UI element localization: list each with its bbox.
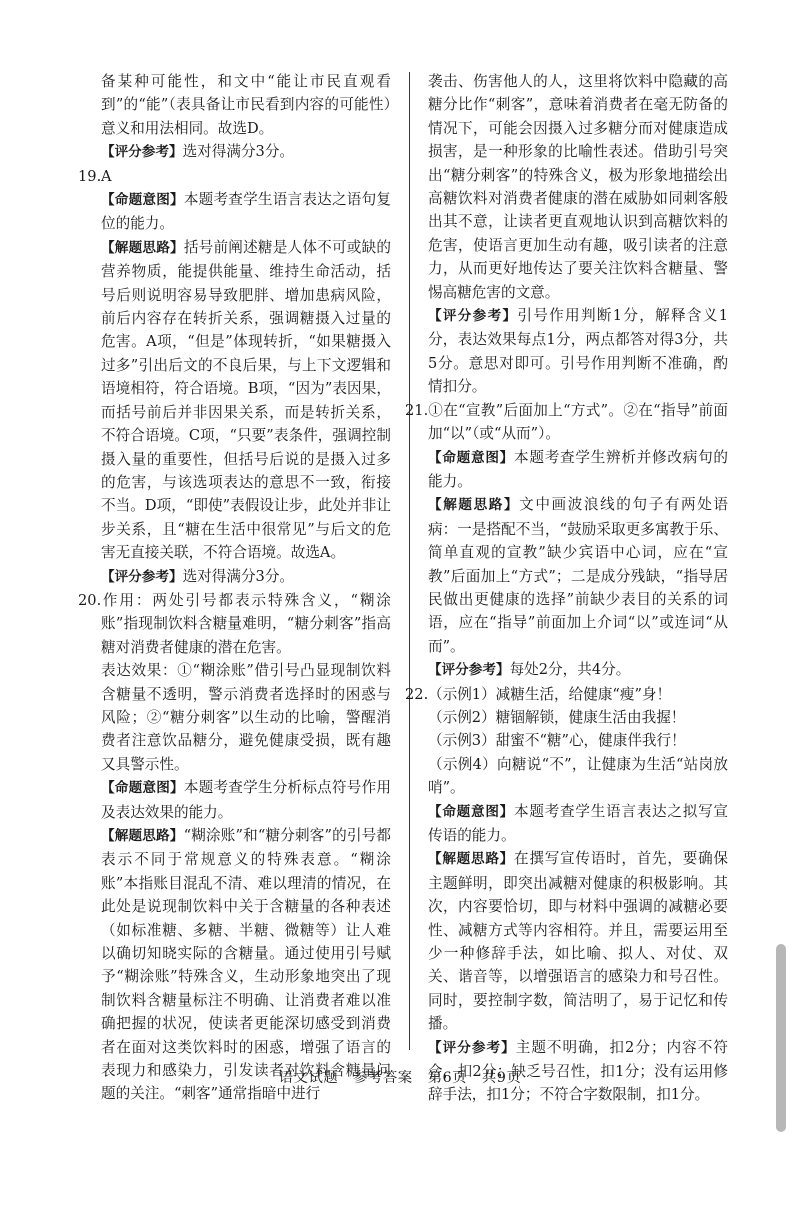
paragraph-text: 本题考查学生辨析并修改病句的能力。 [428, 448, 728, 490]
question-answer [405, 399, 728, 446]
question-number: 22. [405, 685, 429, 703]
left-column [78, 70, 392, 1106]
paragraph-text: “糊涂账”和“糖分刺客”的引号都表示不同于常规意义的特殊表意。“糊涂账”本指账目混乱不清、难以理清的情况，在此处是说现制饮料中关于含糖量的各种表述（如标准糖、多糖、半糖、微糖等）让人难以确切知晓实际的含糖量。通过使用引号赋予“糊涂账”特殊含义，生动形象地突出了现制饮料含糖量标注不明确、让消费者难以准确把握的状况，使读者更能深切感受到消费者在面对这类饮料时的困惑，增强了语言的表现力和感染力，引发读者对饮料含糖量问题的关注。“刺客”通常指暗中进行 [101, 827, 391, 1103]
paragraph-text: 每处2分，共4分。 [509, 661, 631, 679]
section-tag: 【解题思路】 [428, 851, 515, 868]
column-divider [409, 72, 410, 1050]
paragraph-text: （示例2）糖锢解锁，健康生活由我握！ [428, 708, 686, 726]
section-tag: 【命题意图】 [428, 803, 515, 820]
section-tag: 【评分参考】 [101, 144, 183, 161]
scrollbar-thumb[interactable] [776, 944, 786, 1132]
section-tag: 【解题思路】 [101, 239, 184, 256]
answer-text: 作用：两处引号都表示特殊含义，“糊涂账”指现制饮料含糖量难明，“糖分刺客”指高糖对消费者健康的潜在危害。 [101, 591, 391, 656]
answer-text: （示例1）减糖生活，给健康“瘦”身！ [428, 685, 672, 703]
section-tag: 【命题意图】 [101, 780, 184, 797]
section-tag: 【命题意图】 [428, 449, 515, 466]
paragraph-text: 备某种可能性，和文中“能让市民直观看到”的“能”（表具备让市民看到内容的可能性）意义和用法相同。故选D。 [101, 73, 391, 137]
answer-paragraph [101, 776, 391, 824]
answer-paragraph [101, 140, 391, 164]
page-footer: 语文试题 参考答案 第6页 共9页 [278, 1070, 522, 1086]
answer-paragraph [428, 304, 728, 399]
question-number: 19. [78, 167, 102, 185]
answer-text: ①在“宣教”后面加上“方式”。②在“指导”前面加“以”（或“从而”）。 [428, 401, 728, 443]
right-column [405, 70, 728, 1107]
paragraph-text: 引号作用判断1分，解释含义1分，表达效果每点1分，两点都答对得3分，共5分。意思对即可。引号作用判断不准确，酌情扣分。 [428, 307, 728, 396]
answer-paragraph [101, 236, 391, 565]
paragraph-text: 袭击、伤害他人的人，这里将饮料中隐藏的高糖分比作“刺客”，意味着消费者在毫无防备的情况下，可能会因摄入过多糖分而对健康造成损害，是一种形象的比喻性表述。借助引号突出“糖分刺客”的特殊含义，极为形象地描绘出高糖饮料对消费者健康的潜在威胁如同刺客般出其不意，让读者更直观地认识到高糖饮料的危害，使语言更加生动有趣，吸引读者的注意力，从而更好地传达了要关注饮料含糖量、警惕高糖危害的文意。 [428, 73, 728, 301]
section-tag: 【解题思路】 [428, 497, 520, 514]
paragraph-text: 文中画波浪线的句子有两处语病：一是搭配不当，“鼓励采取更多寓教于乐、简单直观的宣教”缺少宾语中心词，应在“宣教”后面加上“方式”；二是成分残缺，“指导居民做出更健康的选择”前缺少表目的关系的词语，应在“指导”前面加上介词“以”或连词“从而”。 [428, 496, 728, 655]
section-tag: 【评分参考】 [428, 1039, 516, 1056]
section-tag: 【评分参考】 [101, 568, 183, 585]
answer-paragraph [101, 188, 391, 236]
section-tag: 【评分参考】 [428, 308, 518, 325]
paragraph-text: 在撰写宣传语时，首先，要确保主题鲜明，即突出减糖对健康的积极影响。其次，内容要恰切，即与材料中强调的减糖必要性、减糖方式等内容相符。并且，需要运用至少一种修辞手法，如比喻、拟人、对仗、双关、谐音等，以增强语言的感染力和号召性。同时，要控制字数，简洁明了，易于记忆和传播。 [428, 850, 728, 1033]
paragraph-text: 主题不明确，扣2分；内容不符合，扣2分；缺乏号召性，扣1分；没有运用修辞手法，扣1分；不符合字数限制，扣1分。 [428, 1038, 728, 1104]
answer-paragraph [428, 493, 728, 658]
section-tag: 【评分参考】 [428, 662, 510, 679]
paragraph-text: 本题考查学生分析标点符号作用及表达效果的能力。 [101, 779, 392, 821]
paragraph-text: 本题考查学生语言表达之语句复位的能力。 [101, 191, 392, 233]
question-number: 20. [78, 591, 102, 609]
paragraph-text: （示例4）向糖说“不”，让健康为生活“站岗放哨”。 [428, 755, 728, 797]
paragraph-text: 选对得满分3分。 [182, 143, 295, 161]
answer-paragraph [428, 658, 728, 682]
question-answer [405, 683, 728, 706]
answer-paragraph [428, 847, 728, 1035]
question-number: 21. [405, 401, 429, 419]
question-answer [78, 165, 391, 188]
answer-paragraph [428, 800, 728, 848]
answer-text: A [101, 167, 112, 185]
answer-paragraph [428, 446, 728, 494]
section-tag: 【解题思路】 [101, 828, 184, 844]
paragraph-text: 表达效果：①“糊涂账”借引号凸显现制饮料含糖量不透明，警示消费者选择时的困惑与风险；②“糖分刺客”以生动的比喻，警醒消费者注意饮品糖分，避免健康受损，既有趣又具警示性。 [101, 662, 391, 773]
paragraph-text: 本题考查学生语言表达之拟写宣传语的能力。 [428, 802, 728, 844]
section-tag: 【命题意图】 [101, 192, 184, 209]
question-answer [78, 589, 391, 659]
paragraph-text: 选对得满分3分。 [182, 567, 295, 585]
answer-paragraph [101, 824, 391, 1106]
paragraph-text: 括号前阐述糖是人体不可或缺的营养物质，能提供能量、维持生命活动，括号后则说明容易导致肥胖、增加患病风险，前后内容存在转折关系，强调糖摄入过量的危害。A项，“但是”体现转折，“如果糖摄入过多”引出后文的不良后果，与上下文逻辑和语境相符，符合语境。B项，“因为”表因果，而括号前后并非因果关系，而是转折关系，不符合语境。C项，“只要”表条件，强调控制摄入量的重要性，但括号后说的是摄入过多的危害，与该选项表达的意思不一致，衔接不当。D项，“即使”表假设让步，此处并非让步关系，且“糖在生活中很常见”与后文的危害无直接关联，不符合语境。故选A。 [101, 238, 392, 562]
answer-paragraph [101, 565, 391, 589]
paragraph-text: （示例3）甜蜜不“糖”心，健康伴我行！ [428, 732, 686, 750]
